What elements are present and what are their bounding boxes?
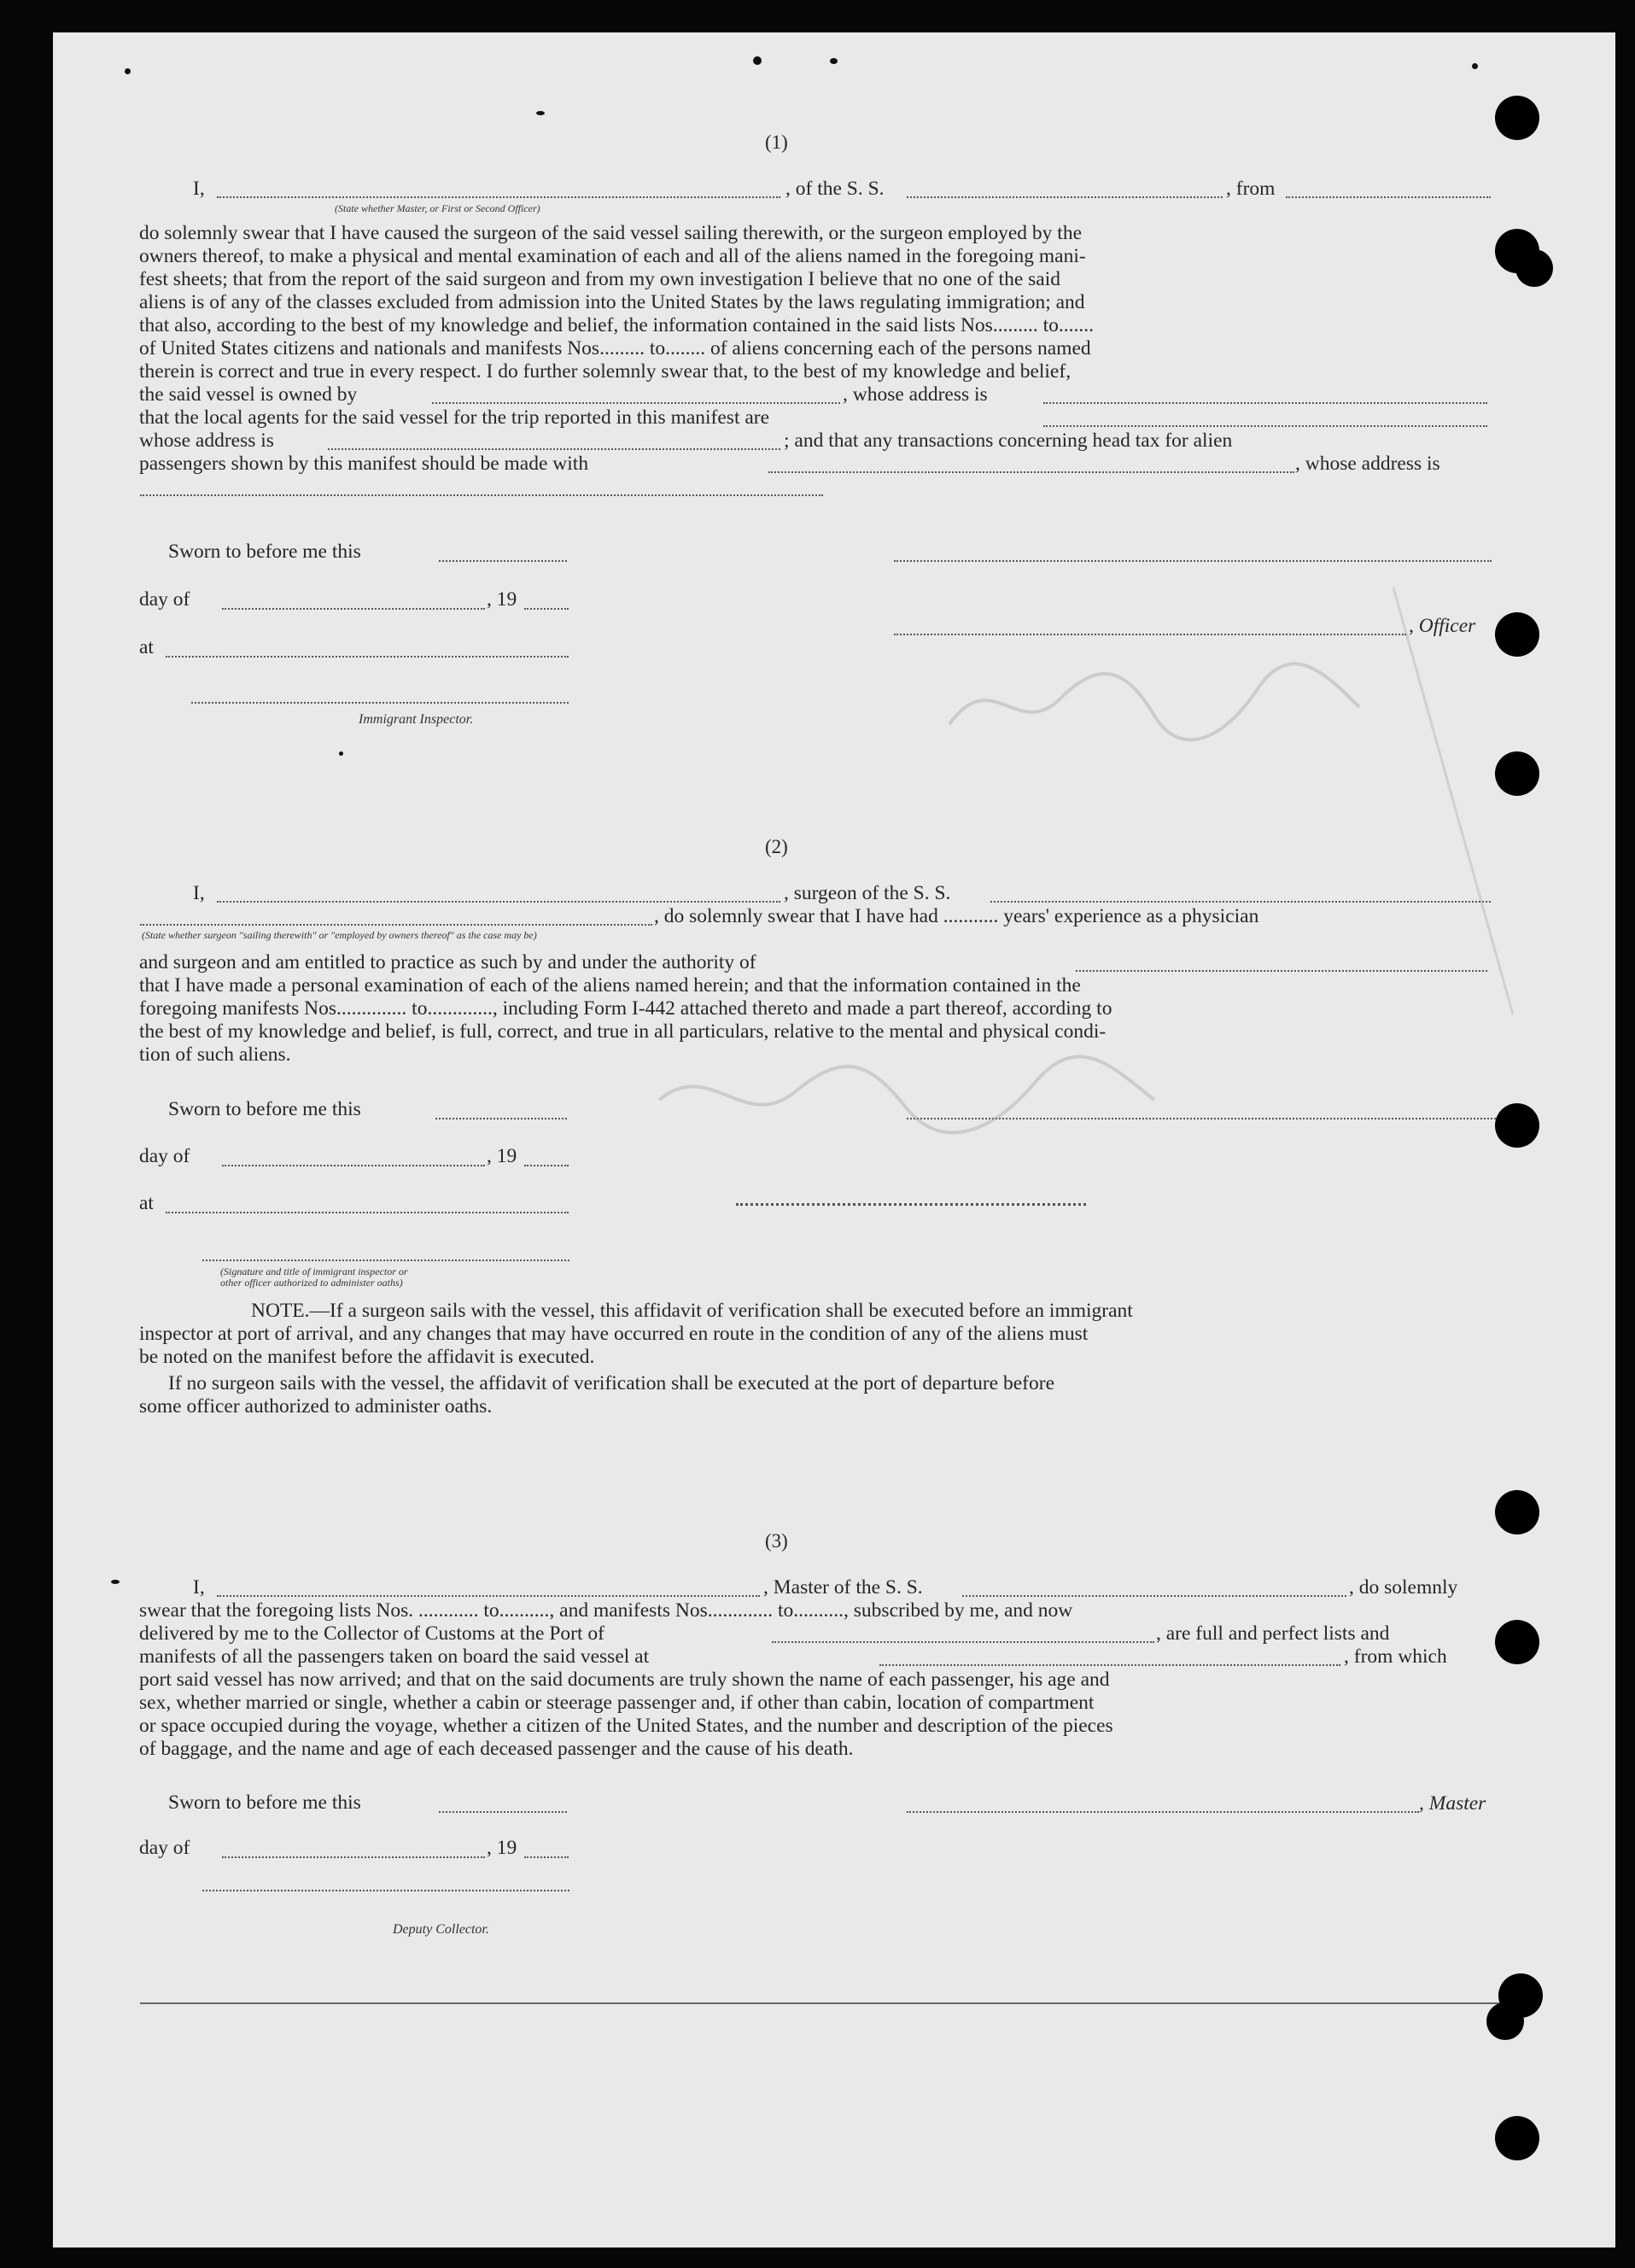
- s2-practice-text: and surgeon and am entitled to practice as such by and under the authority of: [139, 951, 756, 973]
- s1-owner-address-field[interactable]: [1043, 402, 1487, 404]
- s1-agents-field[interactable]: [1043, 425, 1487, 427]
- s2-note-line-4: If no surgeon sails with the vessel, the affidavit of verification shall be executed at the port of departure before: [168, 1372, 1054, 1394]
- s2-body-line-4: tion of such aliens.: [139, 1043, 291, 1066]
- s1-sworn-label: Sworn to before me this: [168, 541, 361, 563]
- s1-day-of-label: day of: [139, 588, 190, 611]
- bottom-rule: [140, 2002, 1499, 2004]
- speck: [536, 111, 545, 115]
- s3-body-line-4: of baggage, and the name and age of each deceased passenger and the cause of his death.: [139, 1738, 854, 1760]
- s1-whose-address-end: , whose address is: [1295, 453, 1440, 475]
- s2-note-line-3: be noted on the manifest before the affidavit is executed.: [139, 1346, 595, 1368]
- form-sheet: [53, 32, 1615, 2248]
- speck: [830, 58, 838, 64]
- s1-from-label: , from: [1226, 178, 1276, 200]
- s2-sworn-day-field[interactable]: [435, 1118, 567, 1119]
- s3-swear-lists-text: swear that the foregoing lists Nos. ............ to.........., and manifests Nos............. to.........., subscribed by me, and now: [139, 1599, 1073, 1622]
- section-3-number: (3): [765, 1530, 788, 1552]
- punch-hole: [1486, 2002, 1524, 2040]
- s1-day-of-field[interactable]: [222, 608, 485, 610]
- s2-note-line-5: some officer authorized to administer oaths.: [139, 1395, 493, 1418]
- s1-whose-address-prefix: whose address is: [139, 430, 274, 452]
- punch-hole: [1495, 1103, 1539, 1148]
- s3-master-signature-field[interactable]: [907, 1811, 1419, 1813]
- s3-name-field[interactable]: [217, 1595, 760, 1597]
- s3-i-label: I,: [193, 1576, 205, 1599]
- s2-surgeon-status-field[interactable]: [140, 924, 652, 926]
- s1-officer-signature-field[interactable]: [894, 634, 1406, 635]
- s1-body-line-5: that also, according to the best of my knowledge and belief, the information contained in the said lists Nos......... to.......: [139, 314, 1094, 336]
- s1-of-ss-label: , of the S. S.: [785, 178, 885, 200]
- s1-sworn-day-field[interactable]: [439, 560, 567, 562]
- s2-state-note: (State whether surgeon "sailing therewith" or "employed by owners thereof" as the case may be): [142, 929, 537, 941]
- s2-signature-note-1: (Signature and title of immigrant inspector or: [220, 1266, 408, 1277]
- s1-year-field[interactable]: [524, 608, 569, 610]
- speck: [125, 68, 131, 74]
- handwriting-scribble-2: [651, 1049, 1163, 1143]
- s2-body-line-2: foregoing manifests Nos.............. to............., including Form I-442 attached thereto and made a part thereof, according to: [139, 997, 1112, 1020]
- s2-day-of-field[interactable]: [222, 1165, 485, 1166]
- s1-officer-label: , Officer: [1409, 615, 1476, 637]
- speck: [111, 1580, 120, 1584]
- s1-head-tax-contact-field[interactable]: [768, 471, 1294, 473]
- speck: [753, 56, 762, 65]
- s1-body-line-4: aliens is of any of the classes excluded from admission into the United States by the laws regulating immigration; and: [139, 291, 1085, 313]
- s2-solemnly-text: , do solemnly swear that I have had ........... years' experience as a physician: [654, 905, 1259, 927]
- s3-year-label: , 19: [487, 1837, 517, 1859]
- s1-from-field[interactable]: [1286, 196, 1491, 198]
- punch-hole: [1515, 249, 1553, 287]
- s1-ship-field[interactable]: [907, 196, 1223, 198]
- s2-i-label: I,: [193, 882, 205, 904]
- s3-body-line-3: or space occupied during the voyage, whether a citizen of the United States, and the number and description of the pieces: [139, 1715, 1113, 1737]
- s1-body-line-1: do solemnly swear that I have caused the surgeon of the said vessel sailing therewith, or the surgeon employed by the: [139, 222, 1083, 244]
- s2-title-field[interactable]: [736, 1203, 1086, 1206]
- s3-delivered-text: delivered by me to the Collector of Customs at the Port of: [139, 1622, 604, 1645]
- s2-sworn-label: Sworn to before me this: [168, 1098, 361, 1120]
- s3-year-field[interactable]: [524, 1856, 569, 1858]
- s1-i-label: I,: [193, 178, 205, 200]
- s1-body-line-6: of United States citizens and nationals and manifests Nos......... to........ of aliens concerning each of the persons named: [139, 337, 1091, 359]
- s2-at-field[interactable]: [166, 1212, 569, 1213]
- s2-note-line-1: NOTE.—If a surgeon sails with the vessel, this affidavit of verification shall be executed before an immigrant: [251, 1300, 1133, 1322]
- s1-rank-note: (State whether Master, or First or Second Officer): [335, 202, 540, 214]
- s2-day-of-label: day of: [139, 1145, 190, 1167]
- s1-body-line-7: therein is correct and true in every respect. I do further solemnly swear that, to the best of my knowledge and belief,: [139, 360, 1072, 383]
- s3-master-label: , Master: [1419, 1792, 1486, 1815]
- s1-transactions-text: ; and that any transactions concerning head tax for alien: [784, 430, 1233, 452]
- punch-hole: [1495, 96, 1539, 140]
- s1-owner-field[interactable]: [432, 402, 840, 404]
- s2-year-label: , 19: [487, 1145, 517, 1167]
- s2-name-field[interactable]: [217, 901, 780, 903]
- speck: [1472, 63, 1478, 69]
- s2-inspector-signature-field[interactable]: [202, 1260, 569, 1261]
- section-1-number: (1): [765, 132, 788, 153]
- s2-at-label: at: [139, 1192, 154, 1214]
- s3-full-perfect-text: , are full and perfect lists and: [1156, 1622, 1390, 1645]
- s1-at-field[interactable]: [166, 656, 569, 658]
- s3-manifests-of-text: manifests of all the passengers taken on board the said vessel at: [139, 1645, 650, 1668]
- s3-body-line-1: port said vessel has now arrived; and that on the said documents are truly shown the name of each passenger, his age and: [139, 1669, 1110, 1691]
- s2-year-field[interactable]: [524, 1165, 569, 1166]
- s3-body-line-2: sex, whether married or single, whether a cabin or steerage passenger and, if other than cabin, location of compartment: [139, 1692, 1095, 1714]
- s3-solemnly-label: , do solemnly: [1349, 1576, 1458, 1599]
- s1-body-line-3: fest sheets; that from the report of the said surgeon and from my own investigation I believe that no one of the said: [139, 268, 1060, 290]
- punch-hole: [1495, 751, 1539, 796]
- s2-body-line-3: the best of my knowledge and belief, is full, correct, and true in all particulars, relative to the mental and physical condi-: [139, 1020, 1107, 1043]
- speck: [339, 751, 343, 756]
- s3-deputy-label: Deputy Collector.: [393, 1922, 489, 1937]
- s1-agents-address-field[interactable]: [328, 448, 780, 450]
- s1-year-label: , 19: [487, 588, 517, 611]
- s2-signature-note-2: other officer authorized to administer oaths): [220, 1277, 403, 1289]
- s1-at-label: at: [139, 636, 154, 658]
- s1-whose-address-label: , whose address is: [843, 383, 988, 406]
- s2-body-line-1: that I have made a personal examination of each of the aliens named herein; and that the information contained in the: [139, 974, 1081, 997]
- s3-vessel-at-field[interactable]: [879, 1664, 1340, 1666]
- s1-owned-by-label: the said vessel is owned by: [139, 383, 358, 406]
- punch-hole: [1495, 1620, 1539, 1664]
- s1-signature-line-1[interactable]: [894, 560, 1492, 562]
- s3-port-field[interactable]: [772, 1641, 1154, 1643]
- s1-inspector-label: Immigrant Inspector.: [359, 712, 474, 727]
- s2-note-line-2: inspector at port of arrival, and any changes that may have occurred en route in the condition of any of the aliens must: [139, 1323, 1089, 1345]
- punch-hole: [1495, 612, 1539, 657]
- punch-hole: [1495, 1490, 1539, 1534]
- s3-ship-field[interactable]: [962, 1595, 1346, 1597]
- punch-hole: [1495, 2116, 1539, 2160]
- s3-sworn-label: Sworn to before me this: [168, 1792, 361, 1814]
- handwriting-scribble-1: [941, 647, 1368, 758]
- s3-day-of-field[interactable]: [222, 1856, 485, 1858]
- s1-inspector-signature-field[interactable]: [191, 702, 569, 704]
- s3-master-of-label: , Master of the S. S.: [763, 1576, 923, 1599]
- section-2-number: (2): [765, 836, 788, 857]
- s3-deputy-signature-field[interactable]: [202, 1890, 569, 1891]
- s1-name-field[interactable]: [217, 196, 780, 198]
- s1-contact-address-field[interactable]: [140, 494, 823, 496]
- s1-passengers-shown-text: passengers shown by this manifest should be made with: [139, 453, 589, 475]
- s3-sworn-day-field[interactable]: [439, 1811, 567, 1813]
- s2-surgeon-of-label: , surgeon of the S. S.: [784, 882, 951, 904]
- s3-day-of-label: day of: [139, 1837, 190, 1859]
- s1-local-agents-label: that the local agents for the said vessel for the trip reported in this manifest are: [139, 406, 770, 429]
- s3-from-which-text: , from which: [1344, 1645, 1447, 1668]
- s1-body-line-2: owners thereof, to make a physical and mental examination of each and all of the aliens named in the foregoing mani-: [139, 245, 1086, 267]
